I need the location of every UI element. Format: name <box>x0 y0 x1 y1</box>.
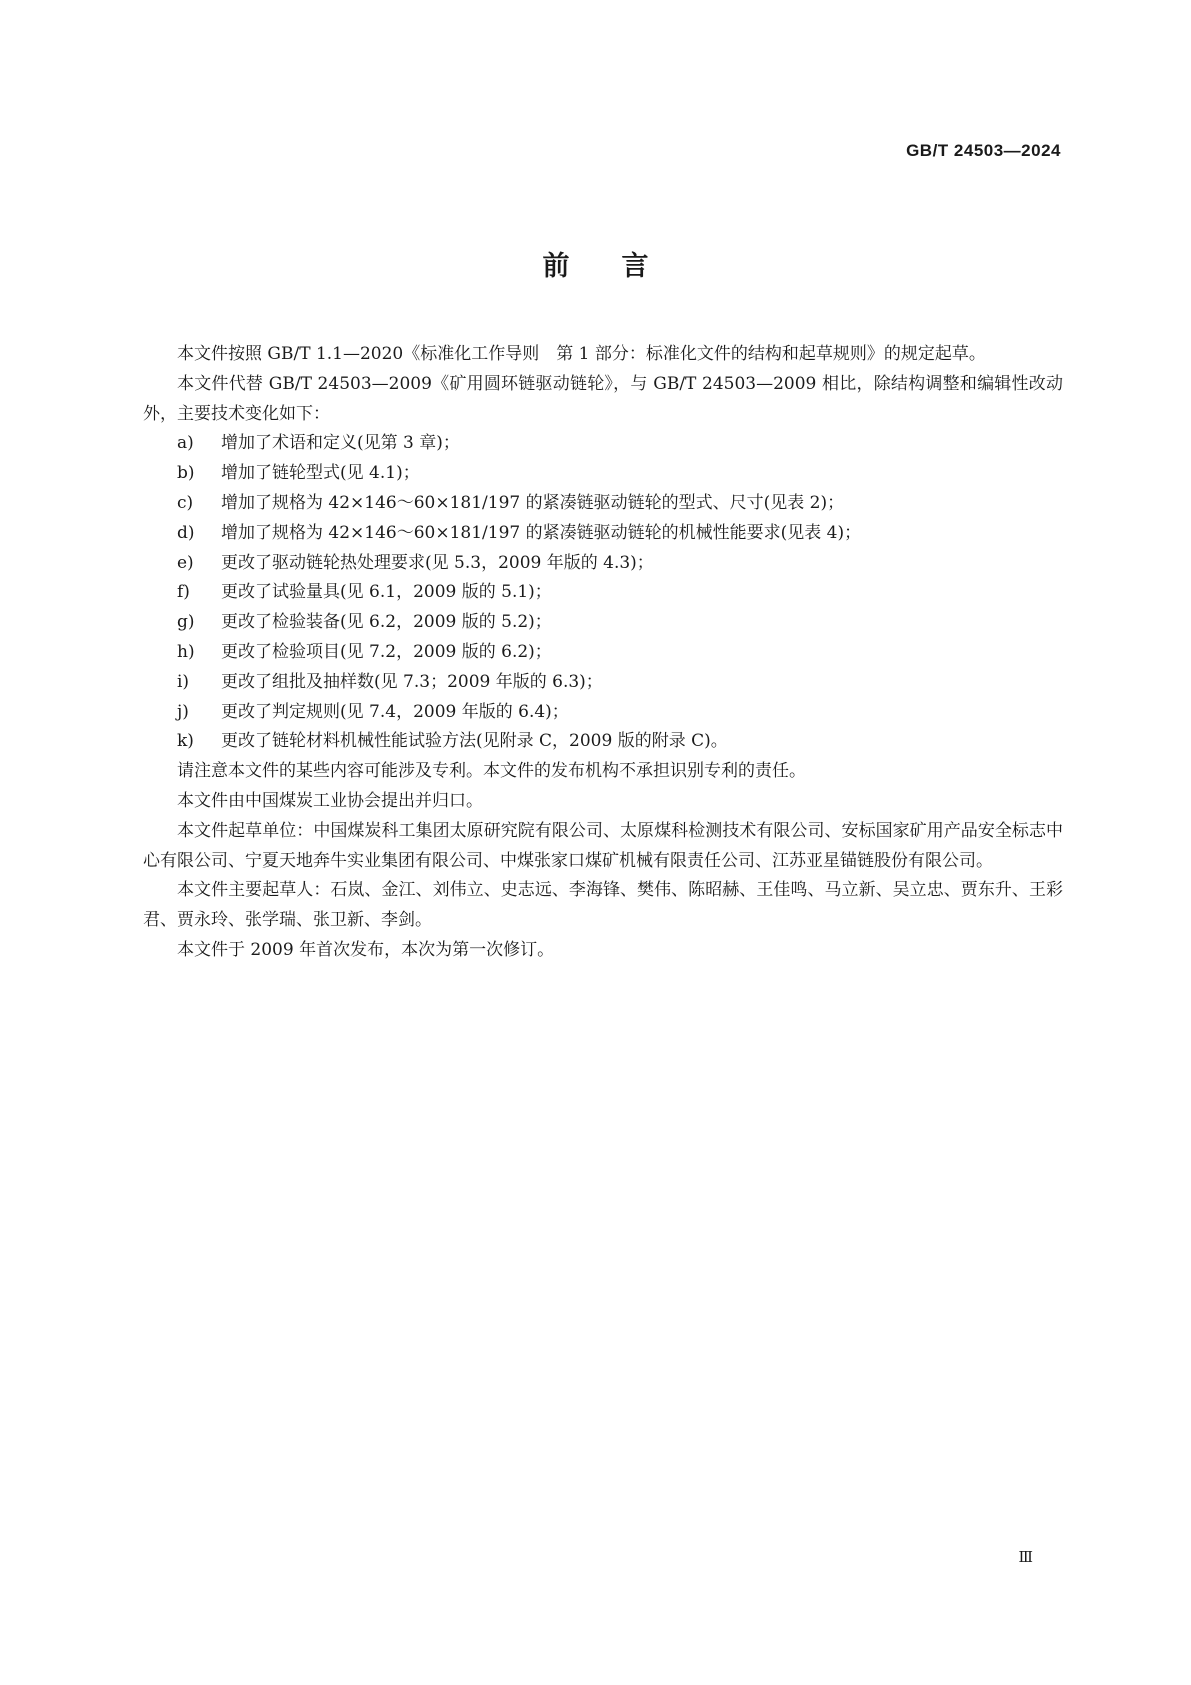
change-item-marker: j) <box>177 701 189 722</box>
change-item-text: 更改了驱动链轮热处理要求(见 5.3，2009 年版的 4.3)； <box>221 552 654 573</box>
change-item-marker: h) <box>177 641 195 662</box>
paragraph: 本文件按照 GB/T 1.1—2020《标准化工作导则 第 1 部分：标准化文件的结构和起草规则》的规定起草。 <box>177 344 986 364</box>
change-item <box>143 459 1063 489</box>
change-item <box>143 489 1063 519</box>
foreword-body <box>143 340 1063 966</box>
change-item-marker: a) <box>177 433 194 454</box>
change-item <box>143 727 1063 757</box>
change-item-text: 更改了检验装备(见 6.2，2009 版的 5.2)； <box>221 612 552 633</box>
page-number: Ⅲ <box>1018 1548 1033 1566</box>
change-item-text: 增加了术语和定义(见第 3 章)； <box>221 433 460 454</box>
change-item-marker: k) <box>177 731 194 752</box>
change-item-text: 更改了判定规则(见 7.4，2009 年版的 6.4)； <box>221 701 569 722</box>
change-item-marker: e) <box>177 552 194 573</box>
change-item-marker: i) <box>177 671 190 692</box>
change-item <box>143 638 1063 668</box>
change-item <box>143 519 1063 549</box>
paragraph: 本文件起草单位：中国煤炭科工集团太原研究院有限公司、太原煤科检测技术有限公司、安标国家矿用产品安全标志中心有限公司、宁夏天地奔牛实业集团有限公司、中煤张家口煤矿机械有限责任公司、江苏亚星锚链股份有限公司。 <box>143 820 1063 871</box>
change-item <box>143 698 1063 728</box>
paragraph: 本文件由中国煤炭工业协会提出并归口。 <box>177 790 483 811</box>
paragraph: 请注意本文件的某些内容可能涉及专利。本文件的发布机构不承担识别专利的责任。 <box>177 761 806 782</box>
change-item-text: 增加了链轮型式(见 4.1)； <box>221 463 420 484</box>
change-item-text: 更改了试验量具(见 6.1，2009 版的 5.1)； <box>221 582 552 603</box>
change-item <box>143 429 1063 459</box>
change-item-text: 更改了链轮材料机械性能试验方法(见附录 C，2009 版的附录 C)。 <box>221 731 728 752</box>
change-item-marker: g) <box>177 612 195 633</box>
paragraph: 本文件主要起草人：石岚、金江、刘伟立、史志远、李海锋、樊伟、陈昭赫、王佳鸣、马立新、吴立忠、贾东升、王彩君、贾永玲、张学瑞、张卫新、李剑。 <box>143 880 1063 931</box>
change-item-marker: c) <box>177 492 194 513</box>
change-item-text: 更改了组批及抽样数(见 7.3；2009 年版的 6.3)； <box>221 671 603 692</box>
change-item-marker: d) <box>177 522 195 543</box>
paragraph: 本文件于 2009 年首次发布，本次为第一次修订。 <box>177 939 555 960</box>
change-item-text: 更改了检验项目(见 7.2，2009 版的 6.2)； <box>221 641 552 662</box>
paragraph: 本文件代替 GB/T 24503—2009《矿用圆环链驱动链轮》，与 GB/T 24503—2009 相比，除结构调整和编辑性改动外，主要技术变化如下： <box>143 373 1063 424</box>
standard-code: GB/T 24503—2024 <box>906 141 1061 160</box>
change-item-marker: f) <box>177 582 190 603</box>
page-title: 前言 <box>542 251 701 282</box>
change-item <box>143 578 1063 608</box>
change-item <box>143 608 1063 638</box>
change-item-text: 增加了规格为 42×146～60×181/197 的紧凑链驱动链轮的机械性能要求(见表 4)； <box>221 522 862 543</box>
change-item <box>143 668 1063 698</box>
change-item <box>143 549 1063 579</box>
change-item-marker: b) <box>177 463 195 484</box>
change-item-text: 增加了规格为 42×146～60×181/197 的紧凑链驱动链轮的型式、尺寸(见表 2)； <box>221 492 845 513</box>
